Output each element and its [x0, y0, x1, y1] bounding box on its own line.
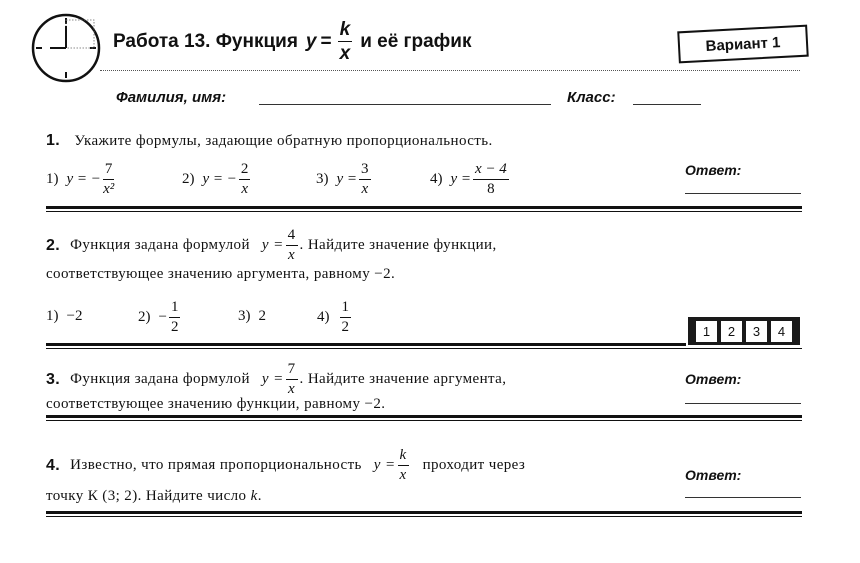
q1-option-3[interactable]: 3) y = $\frac{3}{x}$ — [316, 161, 369, 197]
q1-answer-label: Ответ: — [685, 162, 742, 178]
fraction: $\frac{x - 4}{8}$ — [475, 161, 507, 197]
divider — [46, 211, 802, 212]
q1-answer-field[interactable] — [685, 193, 801, 194]
name-field[interactable] — [259, 104, 551, 105]
title-fraction: $\frac{k}{x}$ — [339, 19, 351, 64]
clock-icon — [28, 12, 104, 84]
question-2-text: 2. Функция задана формулой y = $\frac{4}{x}$ . Найдите значение функции, — [46, 227, 497, 263]
class-label: Класс: — [567, 89, 616, 106]
divider — [46, 415, 802, 418]
divider — [46, 348, 802, 349]
class-field[interactable] — [633, 104, 701, 105]
name-label: Фамилия, имя: — [116, 89, 227, 106]
q4-answer-label: Ответ: — [685, 467, 742, 483]
fraction: $\frac{7}{x}$ — [287, 361, 296, 397]
page-title: Работа 13. Функция y = $\frac{k}{x}$ и её график — [113, 19, 472, 64]
question-2-text-line2: соответствующее значению аргумента, равному −2. — [46, 266, 396, 282]
fraction: $\frac{2}{x}$ — [240, 161, 249, 197]
q3-answer-field[interactable] — [685, 403, 801, 404]
fraction: $\frac{1}{2}$ — [341, 299, 349, 335]
choice-box-2[interactable]: 2 — [721, 321, 742, 342]
fraction: $\frac{1}{2}$ — [170, 299, 179, 335]
q1-option-1[interactable]: 1) y = − $\frac{7}{\text{x²}}$ — [46, 161, 115, 197]
divider — [46, 516, 802, 517]
divider — [46, 343, 686, 346]
variant-badge: Вариант 1 — [677, 25, 808, 64]
fraction: $\frac{k}{x}$ — [399, 447, 407, 483]
q2-option-1[interactable]: 1) −2 — [46, 308, 83, 324]
question-3-text-line2: соответствующее значению функции, равному −2. — [46, 396, 386, 412]
q1-option-2[interactable]: 2) y = − $\frac{2}{x}$ — [182, 161, 249, 197]
question-3-text: 3. Функция задана формулой y = $\frac{7}{x}$ . Найдите значение аргумента, — [46, 361, 507, 397]
choice-box-3[interactable]: 3 — [746, 321, 767, 342]
divider — [46, 511, 802, 514]
q3-answer-label: Ответ: — [685, 371, 742, 387]
choice-box-1[interactable]: 1 — [696, 321, 717, 342]
fraction: $\frac{3}{x}$ — [361, 161, 369, 197]
fraction: $\frac{4}{x}$ — [287, 227, 296, 263]
question-1-text: 1. Укажите формулы, задающие обратную пропорциональность. — [46, 132, 493, 149]
divider — [46, 206, 802, 209]
answer-choice-strip — [688, 317, 800, 345]
fraction: $\frac{7}{\text{x²}}$ — [103, 161, 115, 197]
question-4-text-line2: точку К (3; 2). Найдите число k. — [46, 488, 262, 504]
header-divider — [100, 70, 800, 71]
q2-option-2[interactable]: 2) − $\frac{1}{2}$ — [138, 299, 179, 335]
q2-option-4[interactable]: 4) $\frac{1}{2}$ — [317, 299, 349, 335]
q1-option-4[interactable]: 4) y = $\frac{x - 4}{8}$ — [430, 161, 507, 197]
q4-answer-field[interactable] — [685, 497, 801, 498]
question-4-text: 4. Известно, что прямая пропорциональность y = $\frac{k}{x}$ проходит через — [46, 447, 526, 483]
divider — [46, 420, 802, 421]
choice-box-4[interactable]: 4 — [771, 321, 792, 342]
q2-option-3[interactable]: 3) 2 — [238, 308, 266, 324]
